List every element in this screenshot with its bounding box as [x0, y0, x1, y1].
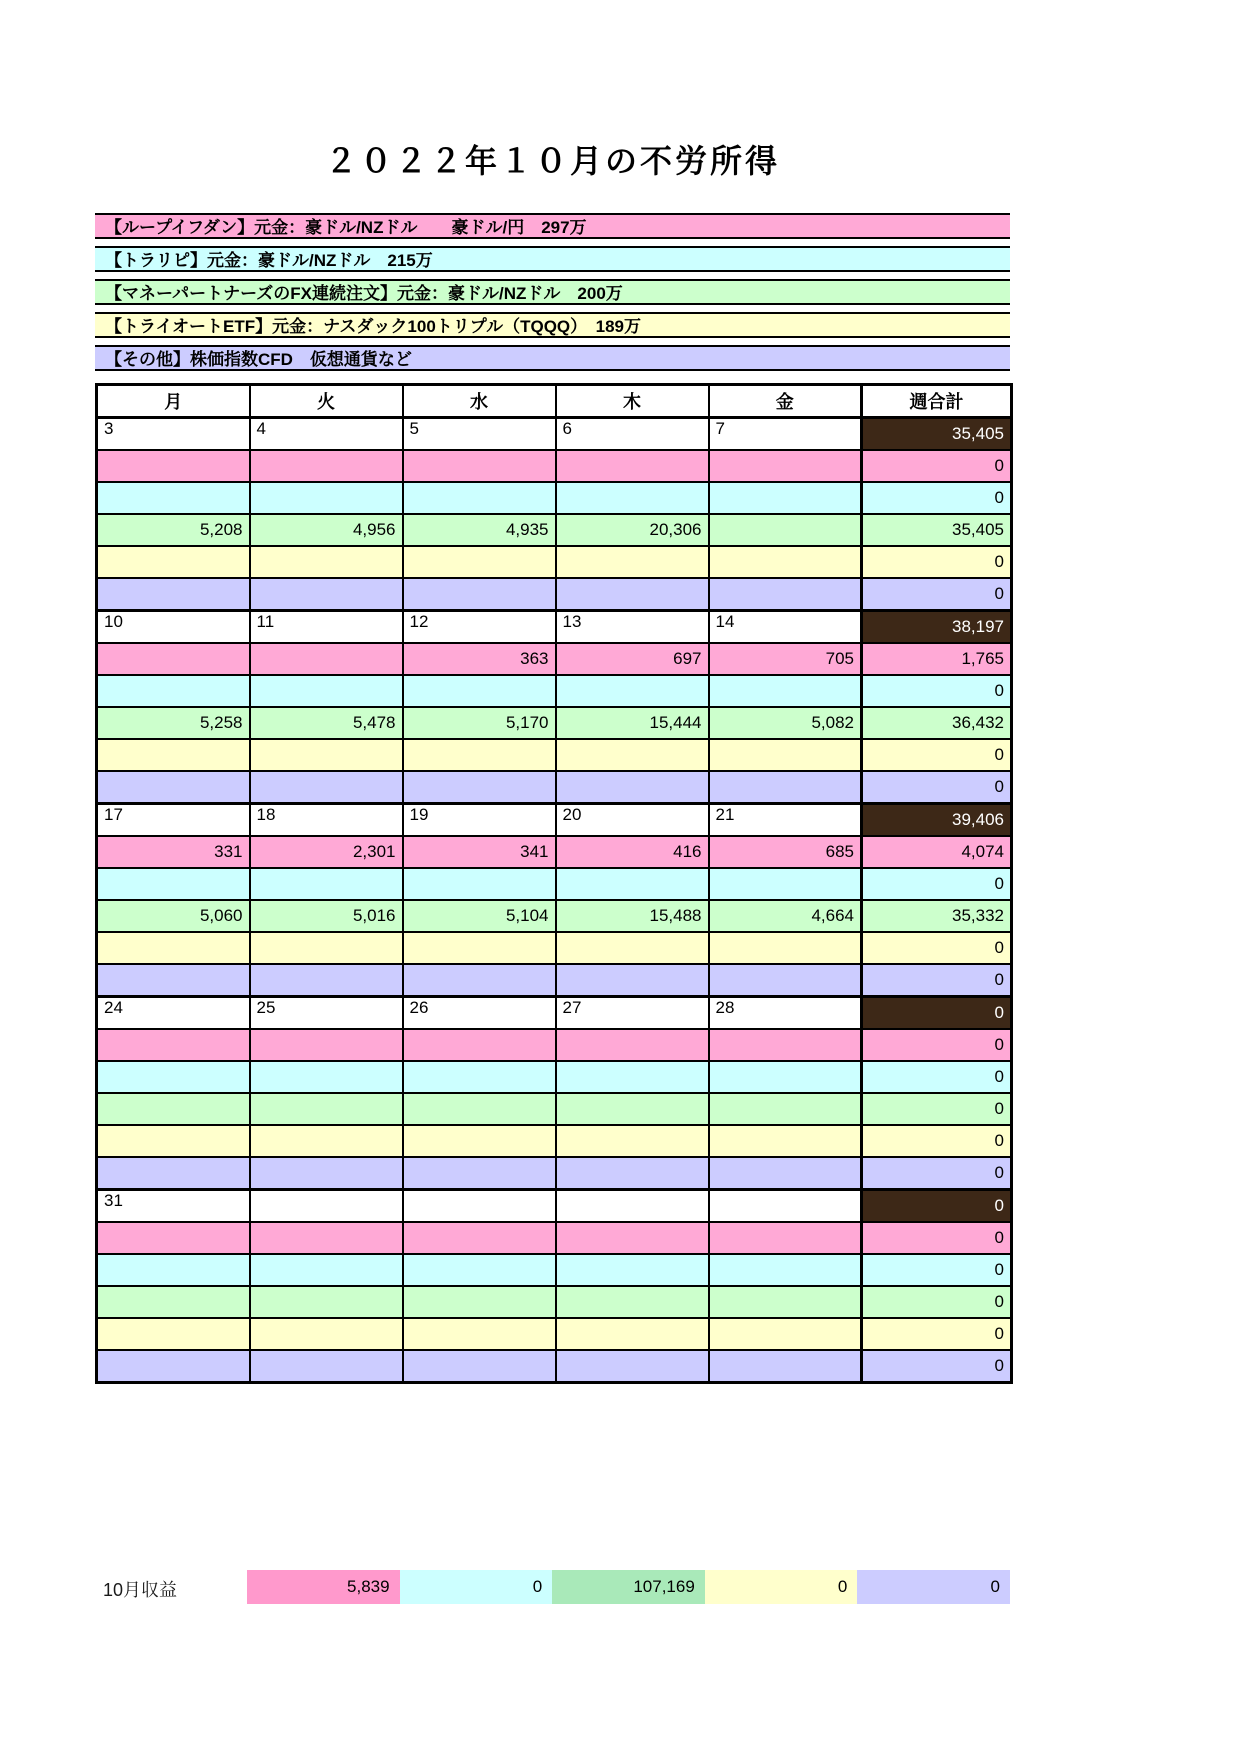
moneypartners-fx-value-cell: 4,935: [403, 514, 556, 546]
triauto-etf-value-cell: [556, 739, 709, 771]
week-2-toraripi-row: [97, 675, 1012, 707]
triauto-etf-value-cell: [250, 1318, 403, 1350]
moneypartners-fx-value-cell: 4,664: [709, 900, 862, 932]
loop-ifudan-value-cell: [97, 1029, 250, 1061]
loop-ifudan-value-cell: [556, 450, 709, 482]
date-cell: 5: [403, 418, 556, 451]
legend-item-label: 【トラリピ】元金：豪ドル/NZドル 215万: [105, 251, 433, 270]
toraripi-value-cell: [709, 868, 862, 900]
loop-ifudan-value-cell: 416: [556, 836, 709, 868]
calendar-body: [97, 418, 1012, 1383]
moneypartners-fx-value-cell: [709, 1093, 862, 1125]
triauto-etf-value-cell: [556, 1125, 709, 1157]
monthly-summary-label: 10月収益: [103, 1580, 178, 1600]
loop-ifudan-week-total-cell: 0: [862, 1029, 1012, 1061]
sonota-value-cell: [403, 1350, 556, 1383]
sonota-week-total-cell: 0: [862, 964, 1012, 997]
moneypartners-fx-value-cell: 5,208: [97, 514, 250, 546]
toraripi-value-cell: [403, 482, 556, 514]
date-cell: 11: [250, 611, 403, 644]
date-cell: 19: [403, 804, 556, 837]
sonota-value-cell: [556, 771, 709, 804]
week-total-header: 週合計: [862, 385, 1012, 418]
day-header-3: 水: [403, 385, 556, 418]
week-5-loop-ifudan-row: [97, 1222, 1012, 1254]
triauto-etf-value-cell: [709, 546, 862, 578]
sonota-value-cell: [250, 964, 403, 997]
calendar-table-wrap: [95, 383, 1010, 1384]
week-4-triauto-etf-row: [97, 1125, 1012, 1157]
moneypartners-fx-week-total-cell: 0: [862, 1093, 1012, 1125]
week-1-toraripi-row: [97, 482, 1012, 514]
moneypartners-fx-value-cell: 5,104: [403, 900, 556, 932]
date-cell: [403, 1190, 556, 1223]
sonota-value-cell: [97, 1157, 250, 1190]
week-4-moneypartners-fx-row: [97, 1093, 1012, 1125]
moneypartners-fx-value-cell: [403, 1093, 556, 1125]
legend-item-1: [95, 213, 1010, 239]
triauto-etf-value-cell: [97, 739, 250, 771]
triauto-etf-value-cell: [97, 1125, 250, 1157]
toraripi-value-cell: [250, 675, 403, 707]
moneypartners-fx-value-cell: [556, 1093, 709, 1125]
sonota-week-total-cell: 0: [862, 1157, 1012, 1190]
sonota-value-cell: [709, 771, 862, 804]
moneypartners-fx-week-total-cell: 35,405: [862, 514, 1012, 546]
loop-ifudan-week-total-cell: 0: [862, 450, 1012, 482]
toraripi-value-cell: [556, 1061, 709, 1093]
moneypartners-fx-value-cell: [97, 1093, 250, 1125]
toraripi-value-cell: [97, 1254, 250, 1286]
loop-ifudan-week-total-cell: 1,765: [862, 643, 1012, 675]
sonota-value-cell: [250, 1350, 403, 1383]
legend-item-2: [95, 246, 1010, 272]
moneypartners-fx-value-cell: [97, 1286, 250, 1318]
week-3-moneypartners-fx-row: [97, 900, 1012, 932]
triauto-etf-value-cell: [403, 932, 556, 964]
moneypartners-fx-value-cell: [709, 1286, 862, 1318]
moneypartners-fx-value-cell: [403, 1286, 556, 1318]
legend-item-label: 【ループイフダン】元金：豪ドル/NZドル 豪ドル/円 297万: [105, 218, 587, 237]
week-1-date-row: [97, 418, 1012, 451]
legend-item-5: [95, 345, 1010, 371]
day-header-1: 月: [97, 385, 250, 418]
loop-ifudan-value-cell: 363: [403, 643, 556, 675]
toraripi-value-cell: [403, 675, 556, 707]
loop-ifudan-value-cell: [709, 450, 862, 482]
date-cell: 12: [403, 611, 556, 644]
moneypartners-fx-value-cell: 5,170: [403, 707, 556, 739]
loop-ifudan-value-cell: 685: [709, 836, 862, 868]
week-2-triauto-etf-row: [97, 739, 1012, 771]
date-cell: 27: [556, 997, 709, 1030]
day-header-2: 火: [250, 385, 403, 418]
moneypartners-fx-value-cell: 5,082: [709, 707, 862, 739]
loop-ifudan-value-cell: [556, 1029, 709, 1061]
date-cell: 4: [250, 418, 403, 451]
toraripi-value-cell: [709, 675, 862, 707]
loop-ifudan-value-cell: [250, 643, 403, 675]
sonota-value-cell: [97, 771, 250, 804]
toraripi-value-cell: [250, 868, 403, 900]
triauto-etf-value-cell: [403, 739, 556, 771]
moneypartners-fx-value-cell: 15,488: [556, 900, 709, 932]
sonota-value-cell: [97, 964, 250, 997]
week-5-triauto-etf-row: [97, 1318, 1012, 1350]
toraripi-value-cell: [556, 1254, 709, 1286]
triauto-etf-value-cell: [250, 1125, 403, 1157]
monthly-summary-cell-1: 5,839: [247, 1570, 400, 1604]
week-total-cell: 0: [862, 1190, 1012, 1223]
triauto-etf-value-cell: [250, 932, 403, 964]
legend-item-label: 【トライオートETF】元金：ナスダック100トリプル（TQQQ） 189万: [105, 317, 642, 336]
week-5-sonota-row: [97, 1350, 1012, 1383]
triauto-etf-week-total-cell: 0: [862, 932, 1012, 964]
sonota-value-cell: [709, 1157, 862, 1190]
monthly-summary-cell-3: 107,169: [552, 1570, 705, 1604]
triauto-etf-value-cell: [403, 546, 556, 578]
moneypartners-fx-value-cell: 5,478: [250, 707, 403, 739]
sonota-week-total-cell: 0: [862, 1350, 1012, 1383]
toraripi-value-cell: [97, 1061, 250, 1093]
triauto-etf-value-cell: [250, 546, 403, 578]
week-1-sonota-row: [97, 578, 1012, 611]
moneypartners-fx-week-total-cell: 0: [862, 1286, 1012, 1318]
toraripi-value-cell: [403, 868, 556, 900]
sonota-value-cell: [709, 1350, 862, 1383]
toraripi-value-cell: [250, 1254, 403, 1286]
triauto-etf-value-cell: [709, 739, 862, 771]
toraripi-week-total-cell: 0: [862, 1254, 1012, 1286]
toraripi-value-cell: [709, 482, 862, 514]
week-5-date-row: [97, 1190, 1012, 1223]
moneypartners-fx-week-total-cell: 35,332: [862, 900, 1012, 932]
date-cell: 10: [97, 611, 250, 644]
toraripi-value-cell: [250, 482, 403, 514]
loop-ifudan-value-cell: [97, 450, 250, 482]
date-cell: 20: [556, 804, 709, 837]
triauto-etf-value-cell: [403, 1125, 556, 1157]
sonota-value-cell: [97, 1350, 250, 1383]
toraripi-value-cell: [556, 675, 709, 707]
sonota-value-cell: [250, 1157, 403, 1190]
toraripi-value-cell: [709, 1254, 862, 1286]
week-2-loop-ifudan-row: [97, 643, 1012, 675]
loop-ifudan-week-total-cell: 0: [862, 1222, 1012, 1254]
sonota-value-cell: [250, 771, 403, 804]
triauto-etf-week-total-cell: 0: [862, 1125, 1012, 1157]
loop-ifudan-value-cell: [403, 450, 556, 482]
week-1-moneypartners-fx-row: [97, 514, 1012, 546]
sonota-value-cell: [403, 771, 556, 804]
loop-ifudan-value-cell: 341: [403, 836, 556, 868]
week-2-date-row: [97, 611, 1012, 644]
moneypartners-fx-value-cell: 4,956: [250, 514, 403, 546]
date-cell: 7: [709, 418, 862, 451]
toraripi-value-cell: [556, 482, 709, 514]
monthly-summary-cells: [247, 1570, 1010, 1604]
week-total-cell: 35,405: [862, 418, 1012, 451]
date-cell: [250, 1190, 403, 1223]
monthly-summary: [95, 1570, 1010, 1604]
moneypartners-fx-value-cell: 5,258: [97, 707, 250, 739]
toraripi-value-cell: [403, 1061, 556, 1093]
week-4-toraripi-row: [97, 1061, 1012, 1093]
toraripi-value-cell: [709, 1061, 862, 1093]
date-cell: 21: [709, 804, 862, 837]
loop-ifudan-value-cell: [250, 1029, 403, 1061]
moneypartners-fx-value-cell: [250, 1093, 403, 1125]
date-cell: 31: [97, 1190, 250, 1223]
week-5-moneypartners-fx-row: [97, 1286, 1012, 1318]
toraripi-value-cell: [556, 868, 709, 900]
week-2-sonota-row: [97, 771, 1012, 804]
loop-ifudan-value-cell: 331: [97, 836, 250, 868]
sonota-value-cell: [556, 1157, 709, 1190]
sonota-week-total-cell: 0: [862, 771, 1012, 804]
legend-item-label: 【その他】株価指数CFD 仮想通貨など: [105, 350, 412, 369]
triauto-etf-value-cell: [556, 1318, 709, 1350]
triauto-etf-value-cell: [403, 1318, 556, 1350]
loop-ifudan-value-cell: [97, 1222, 250, 1254]
week-3-triauto-etf-row: [97, 932, 1012, 964]
triauto-etf-value-cell: [556, 932, 709, 964]
week-3-toraripi-row: [97, 868, 1012, 900]
week-total-cell: 39,406: [862, 804, 1012, 837]
day-header-4: 木: [556, 385, 709, 418]
moneypartners-fx-value-cell: [556, 1286, 709, 1318]
loop-ifudan-value-cell: [97, 643, 250, 675]
toraripi-week-total-cell: 0: [862, 868, 1012, 900]
legend-item-3: [95, 279, 1010, 305]
loop-ifudan-value-cell: [250, 1222, 403, 1254]
triauto-etf-week-total-cell: 0: [862, 546, 1012, 578]
calendar-header: [97, 385, 1012, 418]
week-5-toraripi-row: [97, 1254, 1012, 1286]
loop-ifudan-week-total-cell: 4,074: [862, 836, 1012, 868]
sonota-value-cell: [97, 578, 250, 611]
monthly-summary-cell-2: 0: [400, 1570, 553, 1604]
sonota-value-cell: [556, 964, 709, 997]
sonota-value-cell: [403, 578, 556, 611]
date-cell: 26: [403, 997, 556, 1030]
toraripi-week-total-cell: 0: [862, 482, 1012, 514]
legend-item-4: [95, 312, 1010, 338]
toraripi-value-cell: [97, 482, 250, 514]
triauto-etf-week-total-cell: 0: [862, 739, 1012, 771]
date-cell: 28: [709, 997, 862, 1030]
sonota-value-cell: [250, 578, 403, 611]
week-3-date-row: [97, 804, 1012, 837]
legend: [95, 213, 1010, 378]
sonota-value-cell: [403, 1157, 556, 1190]
week-3-sonota-row: [97, 964, 1012, 997]
sonota-value-cell: [403, 964, 556, 997]
toraripi-value-cell: [403, 1254, 556, 1286]
calendar-header-row: [97, 385, 1012, 418]
monthly-summary-cell-4: 0: [705, 1570, 858, 1604]
date-cell: 6: [556, 418, 709, 451]
date-cell: 17: [97, 804, 250, 837]
triauto-etf-value-cell: [97, 1318, 250, 1350]
triauto-etf-value-cell: [709, 1125, 862, 1157]
week-total-cell: 0: [862, 997, 1012, 1030]
moneypartners-fx-week-total-cell: 36,432: [862, 707, 1012, 739]
week-2-moneypartners-fx-row: [97, 707, 1012, 739]
toraripi-value-cell: [250, 1061, 403, 1093]
moneypartners-fx-value-cell: 15,444: [556, 707, 709, 739]
monthly-summary-cell-5: 0: [857, 1570, 1010, 1604]
toraripi-value-cell: [97, 868, 250, 900]
week-3-loop-ifudan-row: [97, 836, 1012, 868]
week-4-date-row: [97, 997, 1012, 1030]
date-cell: 18: [250, 804, 403, 837]
triauto-etf-value-cell: [709, 1318, 862, 1350]
date-cell: 25: [250, 997, 403, 1030]
triauto-etf-value-cell: [97, 546, 250, 578]
date-cell: 13: [556, 611, 709, 644]
week-4-loop-ifudan-row: [97, 1029, 1012, 1061]
triauto-etf-value-cell: [556, 546, 709, 578]
sonota-week-total-cell: 0: [862, 578, 1012, 611]
toraripi-week-total-cell: 0: [862, 675, 1012, 707]
week-4-sonota-row: [97, 1157, 1012, 1190]
moneypartners-fx-value-cell: 5,060: [97, 900, 250, 932]
triauto-etf-value-cell: [97, 932, 250, 964]
loop-ifudan-value-cell: 705: [709, 643, 862, 675]
calendar-table: [95, 383, 1013, 1384]
sonota-value-cell: [556, 1350, 709, 1383]
moneypartners-fx-value-cell: [250, 1286, 403, 1318]
loop-ifudan-value-cell: [403, 1222, 556, 1254]
loop-ifudan-value-cell: [709, 1029, 862, 1061]
toraripi-value-cell: [97, 675, 250, 707]
moneypartners-fx-value-cell: 20,306: [556, 514, 709, 546]
date-cell: 3: [97, 418, 250, 451]
moneypartners-fx-value-cell: 5,016: [250, 900, 403, 932]
date-cell: [556, 1190, 709, 1223]
loop-ifudan-value-cell: [250, 450, 403, 482]
triauto-etf-week-total-cell: 0: [862, 1318, 1012, 1350]
week-1-triauto-etf-row: [97, 546, 1012, 578]
loop-ifudan-value-cell: [709, 1222, 862, 1254]
date-cell: 14: [709, 611, 862, 644]
loop-ifudan-value-cell: [403, 1029, 556, 1061]
triauto-etf-value-cell: [709, 932, 862, 964]
loop-ifudan-value-cell: 697: [556, 643, 709, 675]
loop-ifudan-value-cell: 2,301: [250, 836, 403, 868]
moneypartners-fx-value-cell: [709, 514, 862, 546]
page-title: ２０２２年１０月の不労所得: [324, 143, 780, 179]
loop-ifudan-value-cell: [556, 1222, 709, 1254]
sonota-value-cell: [556, 578, 709, 611]
week-total-cell: 38,197: [862, 611, 1012, 644]
date-cell: [709, 1190, 862, 1223]
date-cell: 24: [97, 997, 250, 1030]
day-header-5: 金: [709, 385, 862, 418]
sonota-value-cell: [709, 964, 862, 997]
triauto-etf-value-cell: [250, 739, 403, 771]
week-1-loop-ifudan-row: [97, 450, 1012, 482]
sonota-value-cell: [709, 578, 862, 611]
toraripi-week-total-cell: 0: [862, 1061, 1012, 1093]
legend-item-label: 【マネーパートナーズのFX連続注文】元金：豪ドル/NZドル 200万: [105, 284, 623, 303]
